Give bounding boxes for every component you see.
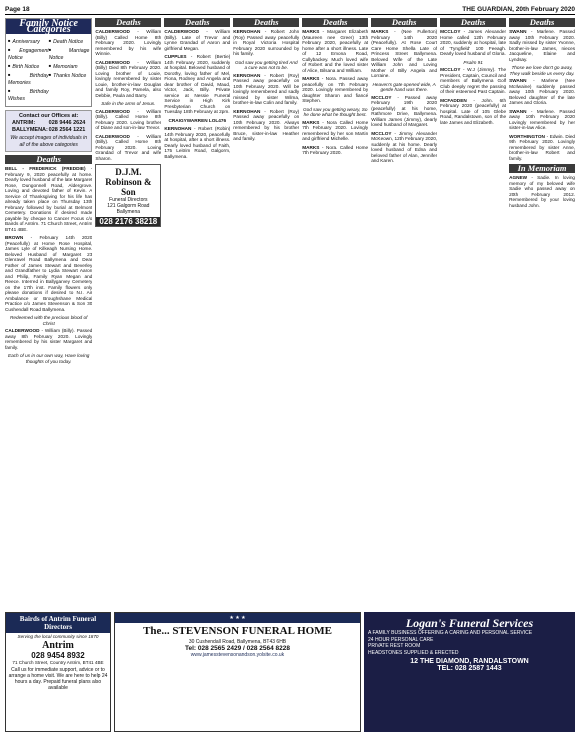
death-notice [509, 29, 575, 62]
notice-text: - William (Billy). Called Home 8th February 2020. Loving Grandad of Trevor and wife Sharon. [95, 133, 162, 161]
death-notice [95, 29, 161, 57]
bairds-title: Bairds of Antrim Funeral Directors [6, 613, 110, 633]
notice-name: CALDERWOOD [95, 29, 130, 34]
notice-verse: Safe in the arms of Jesus. [101, 101, 156, 106]
death-notice [440, 98, 506, 126]
notice-text: - Passed away February 19th 2020 (peacefully) at his home, Rathmore Drive, Ballymena. William James (Jimmy), dearly loved husband of Margaret. [371, 94, 438, 127]
categories-right [49, 37, 90, 103]
notice-verse: Each of us in our own way, Have loving thoughts of you today. [7, 353, 90, 364]
category-item: ■ Birthday Wishes [8, 87, 49, 103]
notice-text: - W.J (Jimmy). The President, Captain, Council and members of Ballymena Golf Club deeply regret the passing of their esteemed Past Captain. [440, 67, 507, 94]
advert-title: D.J.M. Robinson & Son [105, 167, 152, 197]
office-phone[interactable]: 028 9446 2624 [48, 120, 86, 126]
notice-text: - February 14th 2020 (Peacefully) at Home Rose Hospital, James Lyle of Kilkeagh Nursing Home. Beloved Husband of Margaret 23 Glenravel Road Ballymena and Dear Father of James Stewart and Beverley and Grandfather to Lydia Stewart Aaron and Philip, Family Ryan Megan and Reece. Interred in Ballygarvey Cemetery on the 17th inst. Family flowers only please donations if desired to N.I. Air Ambulance or Broughshane Medical Practice c/o James Stevenson & Son 30 Cushendall Road Ballymena. [5, 235, 93, 312]
logan-line: 24 HOUR PERSONAL CARE [368, 636, 434, 643]
logan-line: PRIVATE REST ROOM [368, 643, 421, 649]
notice-text: - Robert (Robin) 14th February 2020, peacefully at hospital, after a short illness. Dearly loved husband of Faith, 175 Leitrim Road, Galgorm, Ballymena. [164, 126, 231, 159]
memoriam-notice [509, 175, 575, 208]
notice-text: - William (Billy) Called Home 8th February 2020. Lovingly remembered by his wife Winnie. [95, 29, 162, 56]
notice-text: - Marlene (Nee McIlwaine) suddenly passed away 10th February 2020. Beloved daughter of the late James and Gloria. [509, 78, 576, 105]
death-notice [95, 109, 161, 131]
bairds-footer: Call us for immediate support, advice or to arrange a home visit. We are here to help 24 hours a day. Prepaid funeral plans also available [8, 667, 108, 691]
notice-text: - February 9, 2020 peacefully at home. Dearly loved husband of the late Margaret Rose, Dungonnell Road, Aldergrove. Loving and devoted father of Kevin. A Service of Thanksgiving for his life has already taken place on Thursday 13th February followed by burial at Belmont Cemetery. Donations if desired made payable by cheque to Cancer Focus c/o Bairds of Antrim. 71 Church Street, Antrim BT41 4BE. [5, 166, 93, 232]
death-notice [302, 29, 368, 73]
notice-name: BROWN [5, 235, 24, 240]
notice-text: - Robert (Roy) Passed away peacefully on 10th February 2020. Always remembered by his brother Bruce, sister-in-law Heather and family. [233, 108, 300, 141]
notice-text: - James Alexander Home called 12th February 2020, suddenly at hospital, late of 'Tyngfield' 100 Feeagh. Dearly loved husband of Gloria. [440, 29, 507, 56]
category-item: ■ Thanks Notice [49, 71, 90, 80]
notice-name: MARKS [302, 29, 320, 34]
notice-name: MCCLOY [440, 29, 461, 34]
section-heading-deaths: Deaths [95, 18, 161, 27]
stevenson-banner: ★ ★ ★ [115, 613, 360, 623]
paper-dateline: THE GUARDIAN, 20th February 2020 [462, 6, 575, 13]
death-notice [233, 29, 299, 57]
category-item: ■ Memoriam [49, 62, 90, 71]
notice-name: BELL - FREDERICK (FREDDIE) [5, 166, 86, 171]
death-notice [95, 134, 161, 162]
death-notice [440, 29, 506, 57]
category-item: ■ Engagement Notice [8, 46, 49, 62]
death-notice [302, 120, 368, 142]
notice-verse: Redeemed with the precious blood of Christ [9, 315, 88, 326]
notice-text: - Sadie. In loving memory of my beloved wife Sadie who passed away on 20th February 2012. Remembered by your loving husband John. [509, 175, 576, 208]
death-notice [371, 131, 437, 164]
death-notice [509, 78, 575, 106]
bairds-advert [5, 612, 111, 732]
death-notice [5, 328, 92, 350]
section-heading-deaths: Deaths [233, 18, 299, 27]
death-notice [164, 29, 230, 51]
notice-text: - William (Billy). Called Home 8th February 2020. Loving brother of Diane and son-in-law Trevor. [95, 108, 162, 130]
notice-name: SWANN [509, 78, 527, 83]
logan-line: A FAMILY BUSINESS OFFERING A CARING AND PERSONAL SERVICE [368, 630, 533, 636]
notice-name: CALDERWOOD [164, 29, 199, 34]
stevenson-title: The... STEVENSON FUNERAL HOME [143, 625, 332, 637]
death-notice [302, 76, 368, 104]
notice-name: MARKS [302, 144, 320, 150]
notice-name: KERNOHAN [233, 29, 261, 34]
notice-name: CUPPLES [164, 54, 187, 59]
death-notice [233, 73, 299, 106]
notice-text: - Robert John (Roy) Passed away peacefully in Royal Victoria Hospital February 2020 surrounded by his family. [233, 29, 300, 56]
page-header [5, 4, 575, 15]
notice-text: - (Nee Fullerton) February 14th 2020 (Peacefully). At Rose Court Care Home Shella Late of Princess Street Ballymena. Beloved Wife of the Late William John and Loving Mother of Billy Angela and Lorraine. [371, 29, 438, 78]
category-item: ■ Birthday Memories [8, 71, 49, 87]
notice-text: - Marlene. Passed away 10th February 2020. Sadly missed by sister Yvonne, brother-in-law James, nieces Jacqueline, Elaine and Lyndsay. [509, 29, 576, 62]
advert-subtitle: Funeral Directors [109, 197, 148, 203]
notice-name: CALDERWOOD [95, 108, 130, 114]
death-notice [440, 67, 506, 95]
notice-name: WORTHINGTON [509, 133, 545, 139]
logan-phone[interactable]: TEL: 028 2587 1443 [437, 664, 502, 672]
notice-text: - William (Billy). Late of Trevor and Lynne Grandad of Aaron and girlfriend Megan. [164, 29, 231, 51]
notice-text: - William (Billy) Died 8th February 2020. Loving brother of Louie, lovingly remembered by sister Louie, brother-in-law Douglas and family Roy, Pamela, also Debbie, Paula and Barry. [95, 59, 162, 98]
bairds-strap: Serving the local community since 1870 [17, 634, 99, 639]
notice-name: KERNOHAN [233, 72, 261, 78]
notice-name: CALDERWOOD [95, 59, 130, 65]
category-item: ■ Death Notice [49, 37, 90, 46]
category-item: ■ Birth Notice [8, 62, 49, 71]
notice-text: - Nora. Called Home 7th February 2020. [302, 144, 369, 155]
notice-name: MCCLOY [371, 130, 392, 136]
logan-title: Logan's Funeral Services [405, 616, 534, 630]
bairds-phone[interactable]: 028 9454 8932 [31, 651, 85, 660]
section-heading-deaths: Deaths [5, 155, 92, 164]
stevenson-advert [114, 612, 361, 732]
notice-name: SWANN [509, 29, 527, 34]
notice-verse: Heaven's gate opened wide, A gentle hand was there. [372, 81, 436, 92]
notice-name: MARKS [302, 119, 320, 125]
notice-text: - Nora. Passed away peacefully on 7th February 2020. Lovingly remembered by daughter Sharon and fiancé Stephen. [302, 76, 369, 103]
notice-name: MCFADDEN [440, 97, 467, 103]
notice-text: - Robert (Bertie) 14th February 2020, suddenly at hospital. Beloved husband of Dorothy, loving father of Mel, Fiona, Rodney and Angela and dear brother of David, Maud, Victor, Jack, Billy. Private service at Nessie Funeral Service in High Kirk Presbyterian Church on Tuesday 18th February at 2pm. [164, 54, 231, 114]
logan-line: HEADSTONES SUPPLIED & ERECTED [368, 649, 459, 656]
death-notice [371, 95, 437, 128]
notice-verse: God saw you getting tired And a cure was not to be. [234, 59, 298, 70]
advert-address: 121 Galgorm Road Ballymena [107, 203, 150, 215]
section-heading-deaths: Deaths [509, 18, 575, 27]
page-number: Page 18 [5, 6, 30, 13]
section-heading-memoriam: In Memoriam [509, 164, 575, 173]
notice-text: - William (Billy). Passed away 8th February 2020. Lovingly remembered by his sister Margaret and family. [5, 328, 93, 350]
notice-name: MARKS [302, 76, 320, 81]
death-notice [95, 60, 161, 99]
section-heading-deaths: Deaths [440, 18, 506, 27]
notice-name: CALDERWOOD [95, 133, 130, 139]
contact-offices [5, 110, 92, 152]
logan-address: 12 THE DIAMOND, RANDALSTOWN [410, 658, 529, 665]
category-item: ■ Marriage Notice [49, 46, 90, 62]
death-notice [233, 109, 299, 142]
office-town: BALLYMENA: [12, 127, 48, 133]
notice-name: SWANN [509, 108, 527, 114]
notice-text: - Marlene. Passed away 10th February 2020 Lovingly remembered by her sister-in-law Alice. [509, 108, 576, 130]
contact-title: Contact our Offices at: [19, 113, 79, 119]
section-heading-deaths: Deaths [164, 18, 230, 27]
notice-text: - Margaret Elizabeth (Maureen nee Greer) 13th February 2020, peacefully at home after a short illness. Late of 12 Emona Road, Cullybackey. Much loved wife of Robert and the loved sister of Alice, Bilsana and William. [302, 29, 369, 73]
family-notice-title: Family Notice Categories [6, 19, 91, 34]
contact-note: We accept images of individuals in all of the above categories [10, 135, 87, 148]
notice-name: AGNEW [509, 175, 528, 180]
stevenson-phone[interactable]: Tel: 028 2565 2429 / 028 2564 8228 [184, 645, 291, 652]
logan-advert [364, 612, 575, 732]
notice-name: KERNOHAN [233, 108, 261, 114]
categories-left [8, 37, 49, 103]
bairds-town: Antrim [42, 640, 74, 651]
notice-name: MCCLOY [440, 67, 461, 72]
notice-text: - Edwin. Died 9th February 2020. Lovingly remembered by sister Anne, brother-in-law Robert and family. [509, 133, 576, 161]
notice-text: - John. 6th February 2020 (peacefully) at hospital. Late of 105 Glebe Road, Randalstown, son of the late James and Elizabeth. [440, 97, 507, 125]
death-notice [509, 109, 575, 131]
notice-verse: Those we love don't go away, They walk beside us every day. [509, 65, 575, 76]
notice-name: CALDERWOOD [5, 328, 40, 333]
robinson-advert [95, 164, 161, 227]
stevenson-address: 30 Cushendall Road, Ballymena, BT43 6HB [188, 639, 287, 645]
lodge-heading: CRAIGYWARREN LOL476 [168, 117, 227, 123]
notice-name: MCCLOY [371, 94, 392, 100]
notice-name: KERNOHAN [164, 126, 192, 131]
notice-name: MARKS [371, 29, 389, 34]
death-notice [371, 29, 437, 79]
death-notice [302, 145, 368, 156]
notice-text: - Nora Called Home 7th February 2020. Lovingly remembered by her son Martin and girlfriend Michelle. [302, 119, 369, 141]
stevenson-website[interactable]: www.jamesstevensonandson.yolsite.co.uk [190, 652, 285, 658]
notice-verse: Psalm 91 [463, 59, 483, 65]
notice-text: - Robert (Roy) Passed away peacefully on 10th February 2020. Will be lovingly remembered and sadly missed by sister Wilma, brother-in-law Colin and family. [233, 72, 300, 105]
advert-phone[interactable]: 028 2176 38218 [96, 217, 160, 226]
death-notice [164, 126, 230, 159]
section-heading-deaths: Deaths [302, 18, 368, 27]
family-notice-categories [5, 18, 92, 107]
death-notice [5, 235, 92, 312]
notice-verse: God saw you getting weary, So he done what he thought best. [302, 106, 368, 117]
category-item: ■ Anniversary [8, 37, 49, 46]
death-notice [509, 134, 575, 162]
office-town: ANTRIM: [12, 120, 36, 126]
office-phone[interactable]: 028 2564 1221 [48, 127, 86, 133]
notice-text: - Jimmy. Alexander McKeown, 12th February 2020, suddenly at his home. Dearly loved husband of Edna and beloved father of Alan, Jennifer and Karen. [371, 130, 438, 163]
death-notice [5, 166, 92, 232]
section-heading-deaths: Deaths [371, 18, 437, 27]
bairds-address: 71 Church Street, Country Antrim, BT41 4BE [12, 660, 104, 665]
death-notice [164, 54, 230, 115]
